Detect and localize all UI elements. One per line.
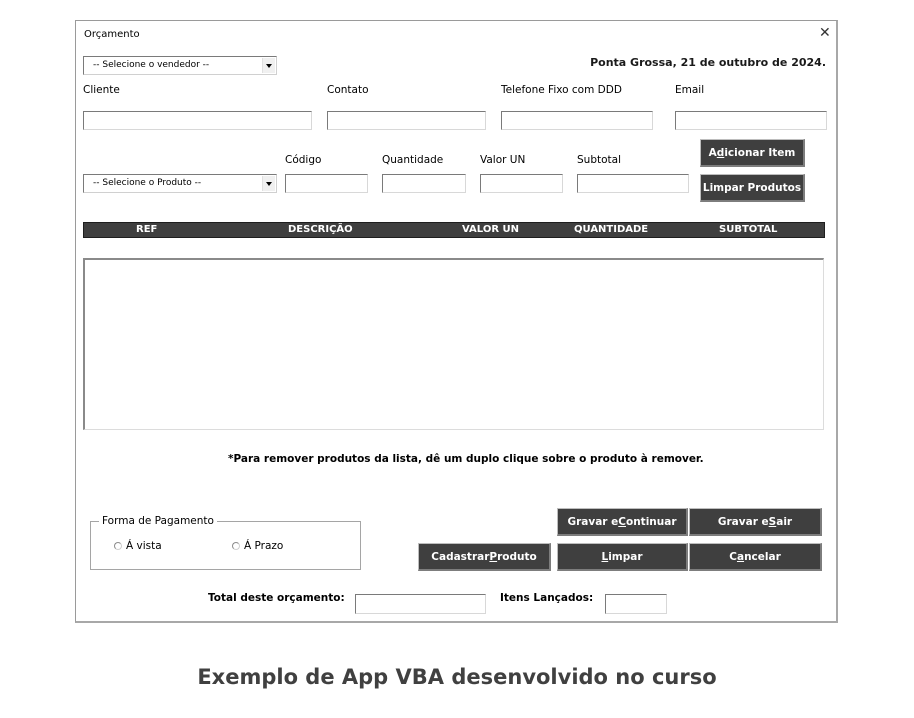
radio-a-vista-label: Á vista [126,540,162,552]
codigo-label: Código [285,154,322,166]
email-label: Email [675,84,705,96]
cadastrar-produto-pre: Cadastrar [431,550,490,563]
col-quantidade: QUANTIDADE [574,224,649,235]
gravar-sair-post: air [776,515,793,528]
remove-note: *Para remover produtos da lista, dê um duplo clique sobre o produto à remover. [228,453,704,465]
radio-a-vista[interactable] [114,540,162,552]
cancelar-button[interactable] [689,543,822,571]
telefone-label: Telefone Fixo com DDD [501,84,622,96]
orcamento-window [75,20,838,623]
cadastrar-produto-post: roduto [497,550,537,563]
gravar-sair-pre: Gravar e [717,515,769,528]
caption: Exemplo de App VBA desenvolvido no curso [197,665,717,689]
valor-un-label: Valor UN [480,154,526,166]
radio-a-prazo-label: Á Prazo [244,540,284,552]
adicionar-item-label-pre: A [708,146,717,159]
cadastrar-produto-button[interactable] [418,543,551,571]
payment-frame-title: Forma de Pagamento [99,515,217,527]
window-title: Orçamento [84,29,140,40]
products-listbox[interactable] [83,258,824,430]
chevron-down-icon[interactable] [262,58,275,73]
adicionar-item-accel: d [716,146,725,159]
product-combo-value: -- Selecione o Produto -- [93,178,202,188]
cancelar-pre: C [729,550,737,563]
gravar-continuar-pre: Gravar e [567,515,619,528]
limpar-produtos-button[interactable] [700,174,805,202]
itens-lancados-input[interactable] [605,594,667,614]
valor-un-input[interactable] [480,174,563,193]
col-descricao: DESCRIÇÃO [288,224,353,235]
contato-input[interactable] [327,111,486,130]
adicionar-item-label-post: icionar Item [724,146,796,159]
adicionar-item-button[interactable] [700,139,805,167]
limpar-post: impar [608,550,643,563]
subtotal-input[interactable] [577,174,689,193]
gravar-sair-accel: S [768,515,777,528]
limpar-accel: L [601,550,609,563]
radio-circle-icon [232,542,240,550]
gravar-sair-button[interactable] [689,508,822,536]
cancelar-accel: a [736,550,745,563]
telefone-input[interactable] [501,111,653,130]
close-icon[interactable]: ✕ [819,25,831,41]
limpar-button[interactable] [557,543,688,571]
table-header [83,222,825,238]
gravar-continuar-button[interactable] [557,508,688,536]
col-valor-un: VALOR UN [462,224,519,235]
seller-combo-value: -- Selecione o vendedor -- [93,60,210,70]
date-text: Ponta Grossa, 21 de outubro de 2024. [590,56,826,69]
codigo-input[interactable] [285,174,368,193]
total-input[interactable] [355,594,486,614]
quantidade-label: Quantidade [382,154,444,166]
cadastrar-produto-accel: P [489,550,498,563]
col-subtotal: SUBTOTAL [719,224,778,235]
limpar-produtos-label: Limpar Produtos [702,181,802,194]
quantidade-input[interactable] [382,174,466,193]
chevron-down-icon[interactable] [262,176,275,191]
gravar-continuar-accel: C [618,515,626,528]
cliente-label: Cliente [83,84,120,96]
total-label: Total deste orçamento: [208,592,345,604]
cliente-input[interactable] [83,111,312,130]
cancelar-post: ncelar [744,550,781,563]
contato-label: Contato [327,84,369,96]
email-input[interactable] [675,111,827,130]
radio-circle-icon [114,542,122,550]
subtotal-label: Subtotal [577,154,621,166]
seller-combo[interactable] [83,56,277,75]
gravar-continuar-post: ontinuar [625,515,677,528]
col-ref: REF [136,224,158,235]
itens-lancados-label: Itens Lançados: [500,592,594,604]
radio-a-prazo[interactable] [232,540,283,552]
product-combo[interactable] [83,174,277,193]
